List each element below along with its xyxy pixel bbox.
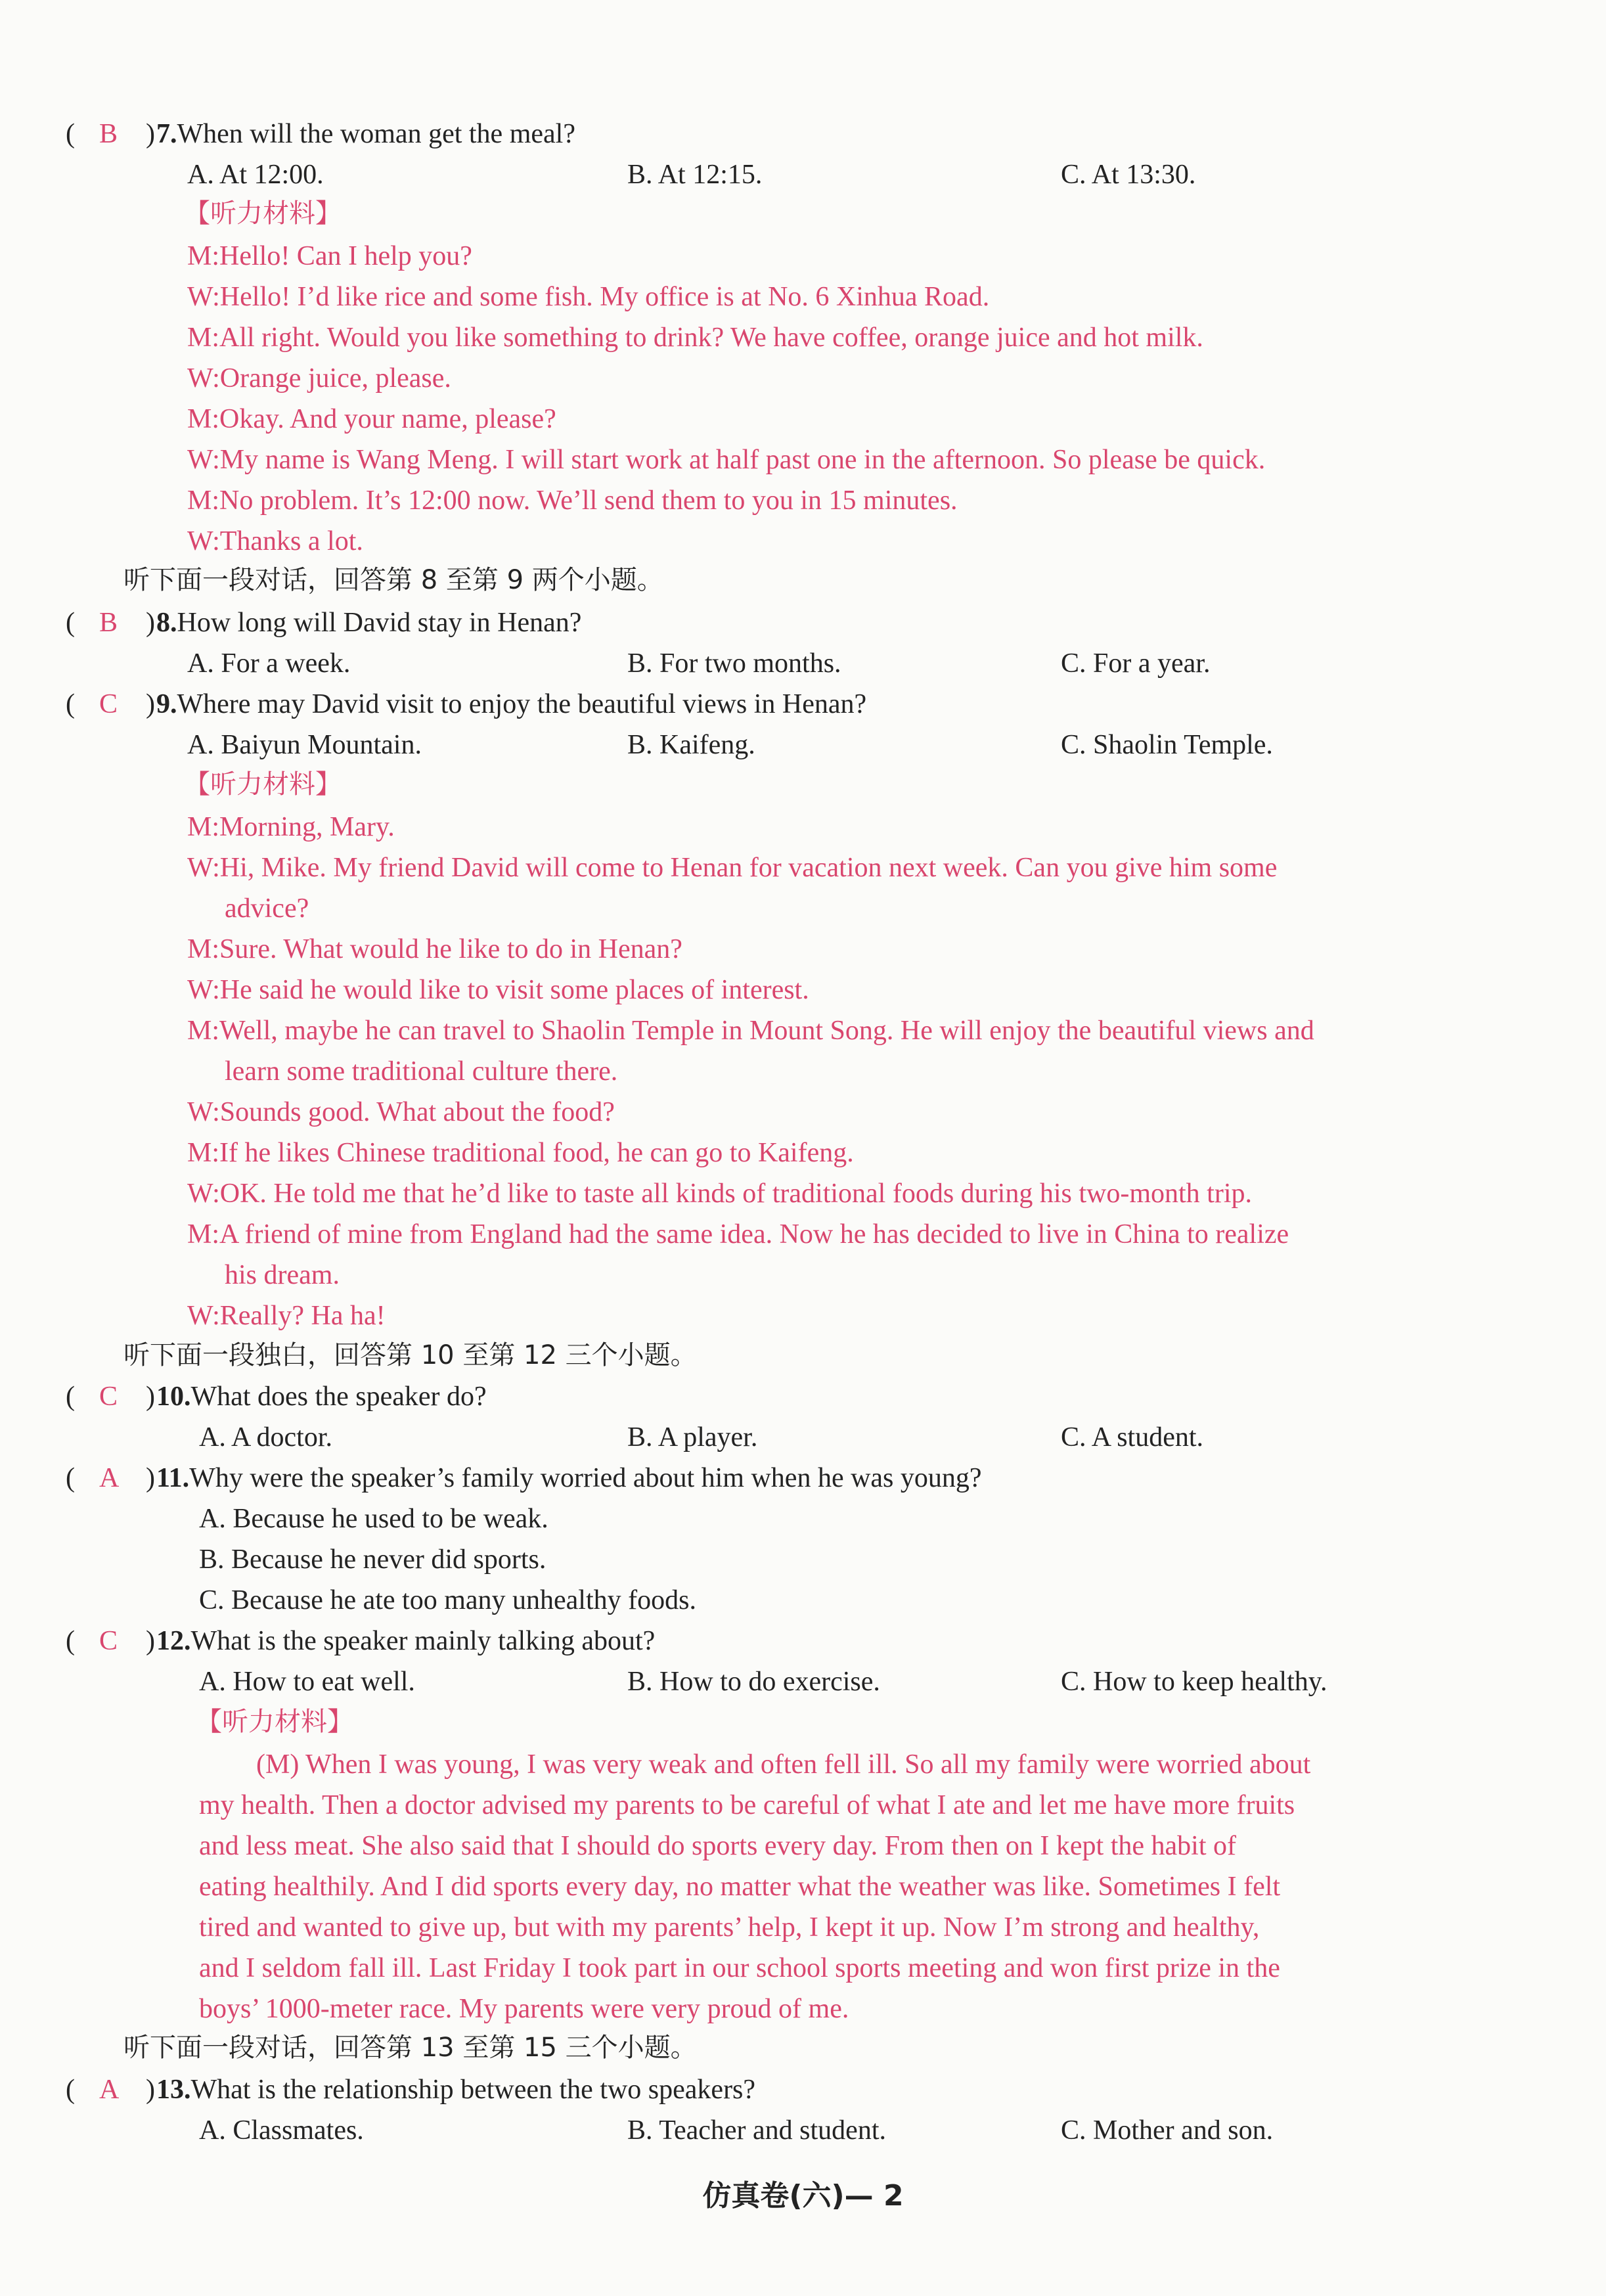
option-c: C. A student. [1061, 1422, 1204, 1452]
question-number: 8. [156, 608, 177, 638]
dialog-line: his dream. [225, 1260, 340, 1290]
option-a: A. At 12:00. [187, 160, 324, 190]
dialog-line: M:All right. Would you like something to drink? We have coffee, orange juice and hot milk. [187, 323, 1203, 353]
question-text: When will the woman get the meal? [177, 119, 575, 149]
question-text: What is the relationship between the two speakers? [190, 2075, 756, 2105]
dialog-line: M:A friend of mine from England had the same idea. Now he has decided to live in China to realize [187, 1219, 1289, 1249]
answer-paren: ) [146, 2075, 155, 2105]
question-number: 10. [156, 1382, 191, 1412]
option-c: C. How to keep healthy. [1061, 1667, 1327, 1697]
option-c: C. For a year. [1061, 648, 1211, 679]
answer-mark: C [99, 1626, 118, 1656]
monologue-line: and I seldom fall ill. Last Friday I took part in our school sports meeting and won first prize in the [199, 1953, 1280, 1983]
option-a: A. Classmates. [199, 2115, 364, 2146]
option-a: A. Because he used to be weak. [199, 1504, 548, 1534]
monologue-line: tired and wanted to give up, but with my parents’ help, I kept it up. Now I’m strong and healthy, [199, 1912, 1260, 1943]
option-b: B. Because he never did sports. [199, 1544, 546, 1575]
dialog-line: W:Orange juice, please. [187, 363, 451, 394]
option-b: B. At 12:15. [627, 160, 763, 190]
dialog-line: W:Really? Ha ha! [187, 1301, 386, 1331]
monologue-line: boys’ 1000-meter race. My parents were very proud of me. [199, 1994, 849, 2024]
listening-material-tag: 【听力材料】 [184, 769, 342, 799]
question-number: 13. [156, 2075, 191, 2105]
option-c: C. Because he ate too many unhealthy foods. [199, 1585, 696, 1615]
answer-paren: ) [146, 119, 155, 149]
page-footer: 仿真卷(六)— 2 [702, 2179, 904, 2213]
dialog-line: M:No problem. It’s 12:00 now. We’ll send them to you in 15 minutes. [187, 485, 958, 516]
answer-paren: ) [146, 1382, 155, 1412]
dialog-line: W:He said he would like to visit some places of interest. [187, 975, 809, 1005]
option-a: A. Baiyun Mountain. [187, 730, 422, 760]
dialog-line: W:Thanks a lot. [187, 526, 363, 556]
question-number: 7. [156, 119, 177, 149]
answer-mark: A [99, 1463, 120, 1493]
option-b: B. Teacher and student. [627, 2115, 886, 2146]
section-instruction: 听下面一段对话，回答第 13 至第 15 三个小题。 [123, 2033, 697, 2063]
monologue-line: and less meat. She also said that I should do sports every day. From then on I kept the habit of [199, 1831, 1236, 1861]
answer-paren: ( [66, 2075, 75, 2105]
answer-paren: ( [66, 689, 75, 719]
dialog-line: W:Hello! I’d like rice and some fish. My office is at No. 6 Xinhua Road. [187, 282, 990, 312]
question-text: Why were the speaker’s family worried about him when he was young? [189, 1463, 982, 1493]
section-instruction: 听下面一段独白，回答第 10 至第 12 三个小题。 [123, 1340, 697, 1370]
option-a: A. How to eat well. [199, 1667, 415, 1697]
dialog-line: M:Morning, Mary. [187, 812, 395, 842]
answer-paren: ) [146, 1626, 155, 1656]
question-number: 12. [156, 1626, 191, 1656]
question-text: What does the speaker do? [190, 1382, 487, 1412]
dialog-line: M:If he likes Chinese traditional food, he can go to Kaifeng. [187, 1138, 854, 1168]
answer-mark: C [99, 689, 118, 719]
dialog-line: W:OK. He told me that he’d like to taste all kinds of traditional foods during his two-month trip. [187, 1179, 1252, 1209]
option-b: B. Kaifeng. [627, 730, 755, 760]
dialog-line: learn some traditional culture there. [225, 1056, 618, 1087]
dialog-line: M:Hello! Can I help you? [187, 241, 472, 271]
listening-material-tag: 【听力材料】 [196, 1707, 353, 1737]
option-b: B. For two months. [627, 648, 841, 679]
option-c: C. At 13:30. [1061, 160, 1196, 190]
dialog-line: advice? [225, 893, 309, 924]
answer-paren: ( [66, 119, 75, 149]
dialog-line: M:Sure. What would he like to do in Henan? [187, 934, 682, 964]
option-c: C. Shaolin Temple. [1061, 730, 1273, 760]
question-text: What is the speaker mainly talking about? [190, 1626, 656, 1656]
dialog-line: M:Okay. And your name, please? [187, 404, 556, 434]
listening-material-tag: 【听力材料】 [184, 198, 342, 229]
answer-paren: ( [66, 1463, 75, 1493]
answer-mark: B [99, 119, 118, 149]
dialog-line: W:Sounds good. What about the food? [187, 1097, 615, 1127]
option-a: A. A doctor. [199, 1422, 333, 1452]
answer-paren: ( [66, 1626, 75, 1656]
question-number: 9. [156, 689, 177, 719]
answer-paren: ) [146, 608, 155, 638]
dialog-line: W:Hi, Mike. My friend David will come to Henan for vacation next week. Can you give him some [187, 853, 1278, 883]
answer-mark: B [99, 608, 118, 638]
answer-mark: C [99, 1382, 118, 1412]
dialog-line: W:My name is Wang Meng. I will start work at half past one in the afternoon. So please be quick. [187, 445, 1266, 475]
monologue-line: eating healthily. And I did sports every day, no matter what the weather was like. Sometimes I felt [199, 1872, 1281, 1902]
monologue-line: (M) When I was young, I was very weak and often fell ill. So all my family were worried about [256, 1749, 1311, 1780]
section-instruction: 听下面一段对话，回答第 8 至第 9 两个小题。 [123, 565, 663, 595]
question-text: How long will David stay in Henan? [177, 608, 582, 638]
option-b: B. How to do exercise. [627, 1667, 880, 1697]
answer-paren: ( [66, 1382, 75, 1412]
dialog-line: M:Well, maybe he can travel to Shaolin Temple in Mount Song. He will enjoy the beautiful views and [187, 1016, 1314, 1046]
answer-paren: ) [146, 1463, 155, 1493]
monologue-line: my health. Then a doctor advised my parents to be careful of what I ate and let me have more fruits [199, 1790, 1295, 1820]
answer-paren: ) [146, 689, 155, 719]
answer-mark: A [99, 2075, 120, 2105]
answer-paren: ( [66, 608, 75, 638]
option-c: C. Mother and son. [1061, 2115, 1274, 2146]
question-number: 11. [156, 1463, 190, 1493]
option-b: B. A player. [627, 1422, 758, 1452]
question-text: Where may David visit to enjoy the beautiful views in Henan? [177, 689, 867, 719]
option-a: A. For a week. [187, 648, 351, 679]
